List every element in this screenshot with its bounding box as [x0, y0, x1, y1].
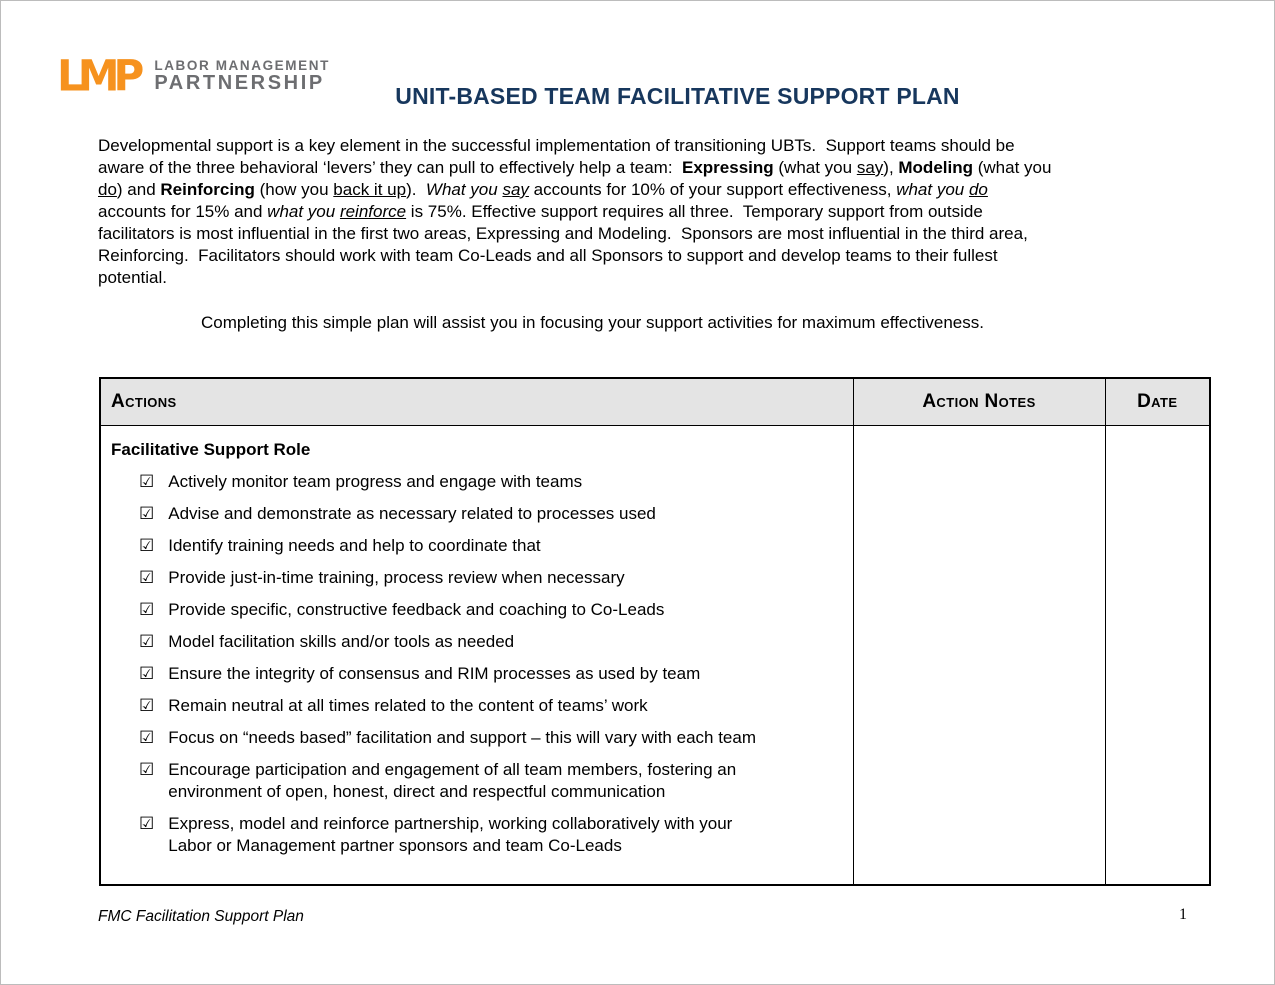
checklist-item-label — [168, 759, 736, 803]
checked-checkbox-icon: ☑ — [139, 631, 155, 651]
checklist-item — [139, 599, 845, 621]
checked-checkbox-icon: ☑ — [139, 567, 155, 587]
checklist-item — [139, 567, 845, 589]
callout-paragraph: Completing this simple plan will assist you in focusing your support activities for maximum effectiveness. — [201, 313, 984, 332]
checklist-item — [139, 663, 845, 685]
checklist-item-label — [168, 535, 540, 557]
checklist-item-line1: Provide specific, constructive feedback and coaching to Co-Leads — [168, 599, 665, 619]
checklist-item — [139, 535, 845, 557]
checked-checkbox-icon: ☑ — [139, 663, 155, 683]
checklist-item-label — [168, 631, 514, 653]
checklist-item-line1: Actively monitor team progress and engage with teams — [168, 471, 583, 491]
logo-labor-management-label: LABOR MANAGEMENT — [154, 58, 330, 73]
logo-partnership-label: PARTNERSHIP — [154, 72, 325, 94]
checklist-item-line1: Focus on “needs based” facilitation and support – this will vary with each team — [168, 727, 756, 747]
checked-checkbox-icon: ☑ — [139, 503, 155, 523]
column-header-date: Date — [1105, 378, 1210, 425]
column-header-actions: Actions — [100, 378, 853, 425]
actions-cell — [100, 425, 853, 885]
column-header-action-notes: Action Notes — [853, 378, 1105, 425]
checklist-item-line1: Remain neutral at all times related to the content of teams’ work — [168, 695, 648, 715]
checklist-item-label — [168, 663, 700, 685]
checked-checkbox-icon: ☑ — [139, 813, 155, 833]
checked-checkbox-icon: ☑ — [139, 695, 155, 715]
checked-checkbox-icon: ☑ — [139, 599, 155, 619]
checked-checkbox-icon: ☑ — [139, 535, 155, 555]
page-title: UNIT-BASED TEAM FACILITATIVE SUPPORT PLAN — [395, 83, 960, 109]
checklist-item — [139, 727, 845, 749]
checklist-item-line1: Model facilitation skills and/or tools as needed — [168, 631, 515, 651]
checklist-item — [139, 695, 845, 717]
checklist-item-line1: Advise and demonstrate as necessary related to processes used — [168, 503, 656, 523]
checklist-item-line1: Identify training needs and help to coordinate that — [168, 535, 541, 555]
action-notes-cell — [853, 425, 1105, 885]
checklist-item — [139, 471, 845, 493]
date-cell — [1105, 425, 1210, 885]
intro-paragraph: Developmental support is a key element in the successful implementation of transitioning UBTs. Support teams should be aware of the three behavioral ‘levers’ they can pull to effectively help a team: Expressing (what you say), Modeling (what you do) and Reinforcing (how you back it up). What you say accounts for 10% of your support effectiveness, what you do accounts for 15% and what you reinforce is 75%. Effective support requires all three. Temporary support from outside facilitators is most influential in the first two areas, Expressing and Modeling. Sponsors are most influential in the third area, Reinforcing. Facilitators should work with team Co-Leads and all Sponsors to support and develop teams to their fullest potential. — [98, 136, 1052, 287]
checklist-item-line1: Express, model and reinforce partnership, working collaboratively with your — [168, 813, 733, 833]
checklist-item — [139, 503, 845, 525]
footer-document-title: FMC Facilitation Support Plan — [98, 908, 304, 925]
checklist-item — [139, 813, 845, 857]
checked-checkbox-icon: ☑ — [139, 471, 155, 491]
checklist-item-label — [168, 503, 656, 525]
checklist-item — [139, 631, 845, 653]
table-header-row — [100, 378, 1210, 425]
support-plan-table — [99, 377, 1211, 886]
checklist-item-line2: Labor or Management partner sponsors and team Co-Leads — [168, 835, 622, 855]
checklist-item — [139, 759, 845, 803]
table-body-row — [100, 425, 1210, 885]
checklist-item-line2: environment of open, honest, direct and respectful communication — [168, 781, 666, 801]
checklist-item-label — [168, 727, 756, 749]
checklist-item-label — [168, 471, 582, 493]
checklist-item-line1: Provide just-in-time training, process review when necessary — [168, 567, 625, 587]
checklist — [139, 471, 845, 857]
checklist-item-line1: Encourage participation and engagement of all team members, fostering an — [168, 759, 737, 779]
checked-checkbox-icon: ☑ — [139, 727, 155, 747]
section-title-facilitative-support-role: Facilitative Support Role — [111, 439, 311, 459]
lmp-logo-mark: LMP — [57, 50, 139, 101]
footer-page-number: 1 — [1179, 906, 1187, 923]
checklist-item-label — [168, 813, 732, 857]
checklist-item-label — [168, 567, 624, 589]
checklist-item-label — [168, 695, 647, 717]
checklist-item-line1: Ensure the integrity of consensus and RIM processes as used by team — [168, 663, 701, 683]
checklist-item-label — [168, 599, 664, 621]
checked-checkbox-icon: ☑ — [139, 759, 155, 779]
